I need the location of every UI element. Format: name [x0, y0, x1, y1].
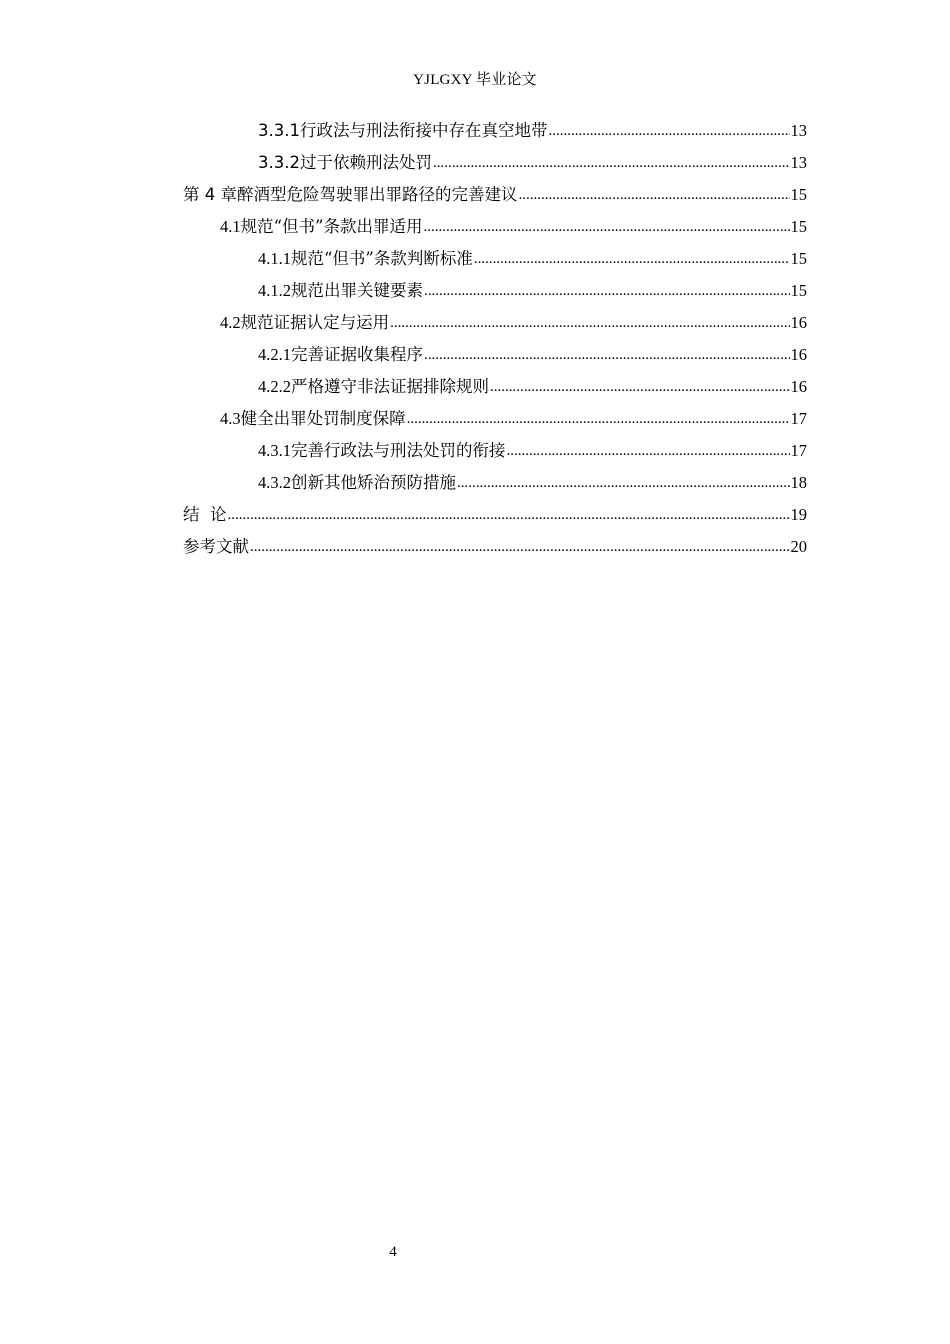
toc-entry-title: 规范“但书”条款判断标准 — [291, 249, 473, 268]
toc-section-entry[interactable] — [183, 211, 807, 243]
toc-dot-leader — [407, 403, 790, 435]
toc-dot-leader — [424, 211, 790, 243]
toc-dot-leader — [519, 179, 790, 211]
toc-references-entry[interactable] — [183, 531, 807, 563]
toc-dot-leader — [490, 371, 790, 403]
toc-dot-leader — [424, 339, 790, 371]
toc-dot-leader — [457, 467, 790, 499]
page-header: YJLGXY 毕业论文 — [413, 72, 537, 88]
toc-entry-number: 4.3 — [220, 409, 241, 428]
toc-entry-page: 16 — [790, 313, 807, 332]
toc-entry-title: 健全出罪处罚制度保障 — [240, 409, 406, 428]
toc-entry[interactable] — [183, 275, 807, 307]
table-of-contents — [183, 115, 807, 563]
toc-entry-page: 15 — [790, 281, 807, 300]
toc-entry-page: 16 — [790, 345, 807, 364]
toc-entry-title: 参考文献 — [183, 537, 249, 556]
toc-entry-title: 过于依赖刑法处罚 — [299, 153, 432, 172]
toc-entry[interactable] — [183, 243, 807, 275]
toc-dot-leader — [228, 499, 790, 531]
toc-entry-number: 4.1 — [220, 217, 241, 236]
toc-dot-leader — [474, 243, 790, 275]
toc-entry[interactable] — [183, 147, 807, 179]
toc-entry-title: 结 论 — [183, 505, 227, 524]
toc-entry-title: 行政法与刑法衔接中存在真空地带 — [299, 121, 548, 140]
toc-dot-leader — [507, 435, 790, 467]
toc-entry-page: 17 — [790, 441, 807, 460]
page-number: 4 — [389, 1244, 397, 1260]
toc-entry-page: 19 — [790, 505, 807, 524]
toc-dot-leader — [548, 115, 789, 147]
toc-entry[interactable] — [183, 467, 807, 499]
toc-entry-number: 4.1.2 — [258, 281, 291, 300]
toc-entry-number: 4.2.2 — [258, 377, 291, 396]
toc-chapter-entry[interactable] — [183, 179, 807, 211]
toc-entry-title: 规范证据认定与运用 — [240, 313, 390, 332]
toc-conclusion-entry[interactable] — [183, 499, 807, 531]
toc-entry-page: 18 — [790, 473, 807, 492]
toc-chapter-title: 醉酒型危险驾驶罪出罪路径的完善建议 — [237, 185, 518, 204]
toc-chapter-number: 第 4 章 — [183, 185, 237, 204]
toc-entry-title: 完善证据收集程序 — [291, 345, 423, 364]
toc-entry-page: 16 — [790, 377, 807, 396]
toc-entry-page: 13 — [790, 121, 807, 140]
toc-entry-page: 20 — [790, 537, 807, 556]
toc-entry-number: 4.3.2 — [258, 473, 291, 492]
toc-section-entry[interactable] — [183, 307, 807, 339]
toc-entry-title: 规范“但书”条款出罪适用 — [240, 217, 423, 236]
toc-entry-page: 15 — [790, 185, 807, 204]
toc-dot-leader — [390, 307, 789, 339]
toc-entry-number: 4.1.1 — [258, 249, 291, 268]
toc-entry-number: 3.3.2 — [258, 153, 300, 172]
toc-dot-leader — [424, 275, 790, 307]
toc-entry-title: 规范出罪关键要素 — [291, 281, 423, 300]
toc-entry[interactable] — [183, 435, 807, 467]
toc-entry-number: 4.2.1 — [258, 345, 291, 364]
toc-entry[interactable] — [183, 371, 807, 403]
toc-entry-page: 15 — [790, 217, 807, 236]
toc-section-entry[interactable] — [183, 403, 807, 435]
toc-dot-leader — [250, 531, 790, 563]
toc-entry-number: 3.3.1 — [258, 121, 300, 140]
toc-entry[interactable] — [183, 115, 807, 147]
toc-entry-title: 严格遵守非法证据排除规则 — [291, 377, 489, 396]
toc-entry-title: 创新其他矫治预防措施 — [291, 473, 456, 492]
toc-entry-number: 4.2 — [220, 313, 241, 332]
toc-entry-page: 15 — [790, 249, 807, 268]
toc-dot-leader — [433, 147, 790, 179]
toc-entry-page: 17 — [790, 409, 807, 428]
toc-entry-page: 13 — [790, 153, 807, 172]
toc-entry[interactable] — [183, 339, 807, 371]
toc-entry-number: 4.3.1 — [258, 441, 291, 460]
toc-entry-title: 完善行政法与刑法处罚的衔接 — [291, 441, 506, 460]
